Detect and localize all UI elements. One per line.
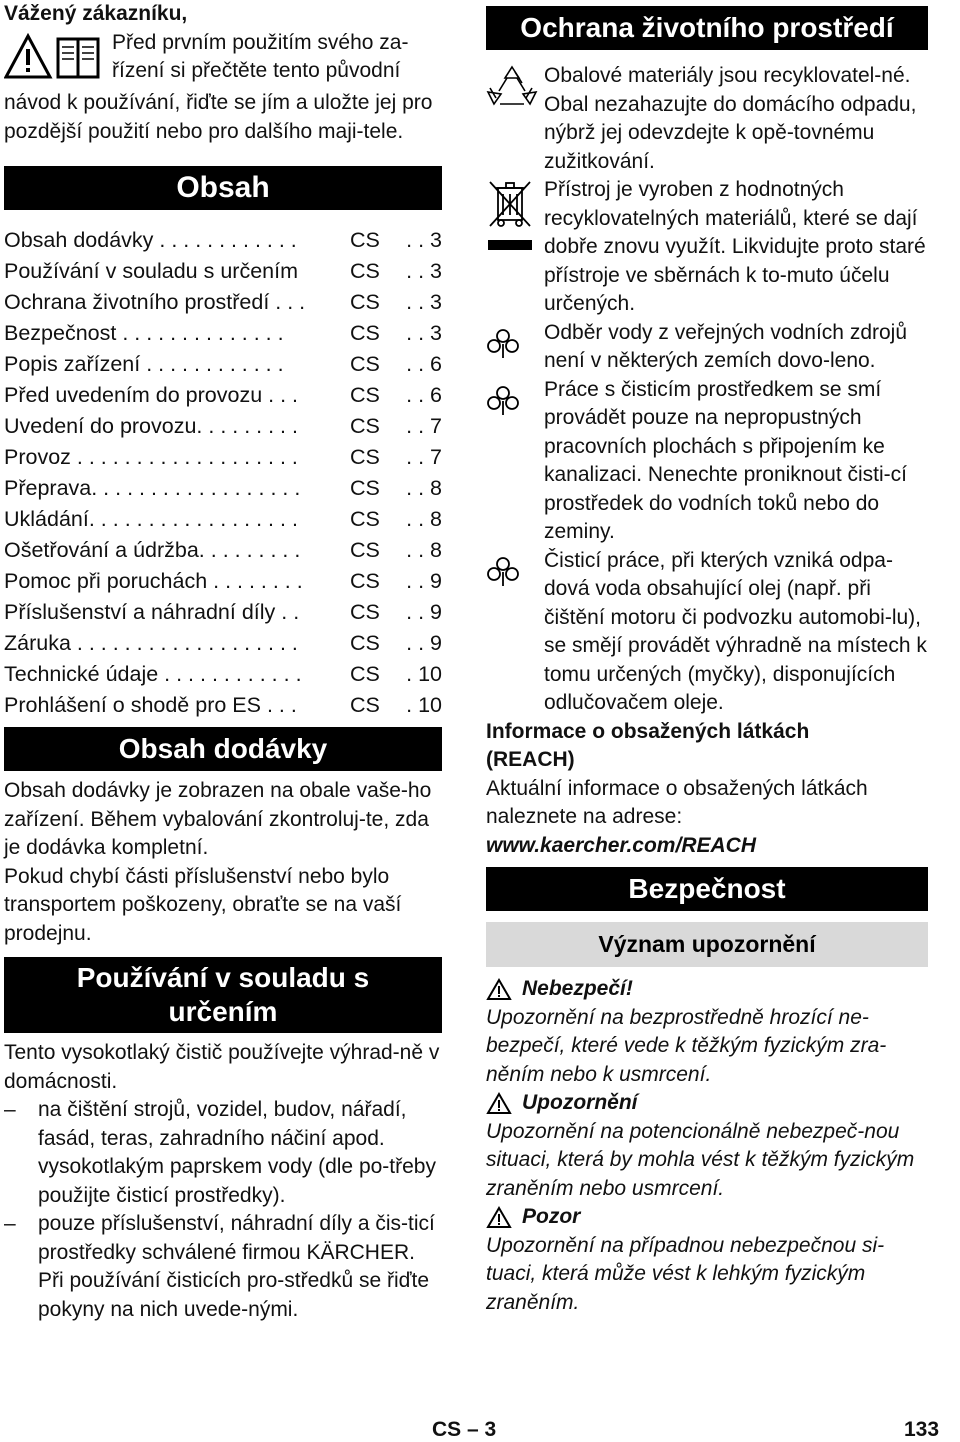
environment-text: Obalové materiály jsou recyklovatel-né. Obal nezahazujte do domácího odpadu, nýbrž jej odevzdejte k opě-tovnému zužitkování.: [544, 64, 917, 173]
toc-language: CS: [350, 383, 380, 407]
toc-row[interactable]: [4, 411, 442, 442]
safety-subheading: Význam upozornění: [486, 922, 928, 967]
warning-text: Upozornění na potencionálně nebezpeč-nou situaci, která by mohla vést k těžkým fyzickým zraněním nebo usmrcení.: [486, 1119, 915, 1200]
toc-title: Uvedení do provozu. . . . . . . . .: [4, 414, 298, 438]
toc-page: . . 6: [406, 352, 442, 376]
toc-language: CS: [350, 600, 380, 624]
toc-page: . . 3: [406, 259, 442, 283]
toc-title: Technické údaje . . . . . . . . . . . .: [4, 662, 302, 686]
warning-triangle-icon: [486, 1206, 512, 1229]
recycle-icon: [486, 62, 544, 176]
left-column: [4, 0, 442, 1324]
intro-block: [4, 29, 442, 90]
toc-language: CS: [350, 321, 380, 345]
toc-title: Popis zařízení . . . . . . . . . . . .: [4, 352, 284, 376]
intro-line-2: řízení si přečtěte tento původní: [112, 59, 401, 82]
water-symbol-icon: [486, 547, 544, 718]
warning-heading: [486, 1203, 928, 1232]
footer-page-number: 133: [904, 1418, 940, 1441]
safety-heading: Bezpečnost: [486, 867, 928, 911]
toc-language: CS: [350, 352, 380, 376]
toc-title: Provoz . . . . . . . . . . . . . . . . . . .: [4, 445, 298, 469]
toc-language: CS: [350, 693, 380, 717]
toc-page: . . 9: [406, 600, 442, 624]
usage-list-item: – na čištění strojů, vozidel, budov, nářadí, fasád, teras, zahradního náčiní apod. vysokotlakým paprskem vody (dle po-třeby použijte čisticí prostředky).: [4, 1098, 436, 1207]
reach-heading: Informace o obsažených látkách (REACH): [486, 719, 810, 771]
intro-line-1: Před prvním použitím svého za-: [112, 30, 409, 54]
warnings-list: [486, 975, 928, 1317]
toc-row[interactable]: [4, 504, 442, 535]
warning-text: Upozornění na případnou nebezpečnou si-tuaci, která může vést k lehkým fyzickým zraněním.: [486, 1233, 885, 1314]
toc-row[interactable]: [4, 318, 442, 349]
read-manual-icon: [4, 33, 104, 81]
delivery-heading: Obsah dodávky: [4, 727, 442, 771]
toc-page: . 10: [406, 662, 442, 686]
usage-list-item: – pouze příslušenství, náhradní díly a čis-ticí prostředky schválené firmou KÄRCHER. Při používání čisticích pro-středků se řiďte pokyny na nich uvede-nými.: [4, 1212, 435, 1321]
toc-row[interactable]: [4, 380, 442, 411]
warning-label: Nebezpečí!: [522, 977, 633, 1000]
greeting: Vážený zákazníku,: [4, 2, 188, 25]
toc-title: Přeprava. . . . . . . . . . . . . . . . . .: [4, 476, 301, 500]
toc-title: Příslušenství a náhradní díly . .: [4, 600, 300, 624]
delivery-paragraph-1: Obsah dodávky je zobrazen na obale vaše-ho zařízení. Během vybalování zkontroluj-te, zda je dodávka kompletní.: [4, 779, 432, 859]
toc-language: CS: [350, 662, 380, 686]
right-column: [486, 0, 928, 1317]
toc-title: Záruka . . . . . . . . . . . . . . . . . . .: [4, 631, 298, 655]
environment-item: [486, 376, 928, 547]
intro-text: návod k používání, řiďte se jím a uložte jej pro pozdější použití nebo pro dalšího maji-tele.: [4, 91, 433, 143]
toc-page: . . 6: [406, 383, 442, 407]
environment-item: [486, 176, 928, 319]
warning-triangle-icon: [486, 1092, 512, 1115]
usage-paragraph: Tento vysokotlaký čistič používejte výhrad-ně v domácnosti.: [4, 1041, 440, 1093]
toc-title: Ukládání. . . . . . . . . . . . . . . . . .: [4, 507, 298, 531]
crossed-bin-icon: [486, 176, 544, 319]
toc-page: . . 3: [406, 321, 442, 345]
toc-title: Používání v souladu s určením: [4, 259, 298, 283]
toc-row[interactable]: [4, 225, 442, 256]
toc-row[interactable]: [4, 287, 442, 318]
toc-language: CS: [350, 538, 380, 562]
toc-row[interactable]: [4, 659, 442, 690]
usage-heading: Používání v souladu s určením: [4, 957, 442, 1033]
toc-title: Bezpečnost . . . . . . . . . . . . . .: [4, 321, 284, 345]
warning-label: Upozornění: [522, 1091, 638, 1114]
toc-language: CS: [350, 631, 380, 655]
toc-language: CS: [350, 476, 380, 500]
toc-title: Ochrana životního prostředí . . .: [4, 290, 306, 314]
toc-title: Ošetřování a údržba. . . . . . . . .: [4, 538, 301, 562]
toc-heading: Obsah: [4, 166, 442, 210]
toc-row[interactable]: [4, 690, 442, 721]
toc-page: . . 9: [406, 631, 442, 655]
toc-title: Prohlášení o shodě pro ES . . .: [4, 693, 297, 717]
toc-page: . . 3: [406, 228, 442, 252]
warning-and-manual-icons: [4, 29, 112, 90]
toc-page: . . 9: [406, 569, 442, 593]
reach-text: Aktuální informace o obsažených látkách naleznete na adrese:: [486, 776, 868, 828]
environment-text: Práce s čisticím prostředkem se smí provádět pouze na nepropustných pracovních plochách s připojením ke kanalizaci. Nenechte proniknout čisti-cí prostředek do vodních toků nebo do zeminy.: [544, 377, 908, 543]
environment-list: [486, 62, 928, 718]
toc-row[interactable]: [4, 473, 442, 504]
toc-language: CS: [350, 445, 380, 469]
environment-item: [486, 547, 928, 718]
toc-language: CS: [350, 569, 380, 593]
toc-language: CS: [350, 507, 380, 531]
toc-row[interactable]: [4, 442, 442, 473]
toc-language: CS: [350, 414, 380, 438]
toc-page: . . 7: [406, 414, 442, 438]
toc-row[interactable]: [4, 535, 442, 566]
toc-language: CS: [350, 228, 380, 252]
toc-language: CS: [350, 259, 380, 283]
footer-section: CS – 3: [432, 1418, 497, 1441]
toc-title: Pomoc při poruchách . . . . . . . .: [4, 569, 303, 593]
warning-text: Upozornění na bezprostředně hrozící ne-bezpečí, které vede k těžkým fyzickým zra-něním nebo k usmrcení.: [486, 1005, 887, 1086]
toc-title: Před uvedením do provozu . . .: [4, 383, 298, 407]
warning-label: Pozor: [522, 1205, 581, 1228]
toc-page: . . 8: [406, 507, 442, 531]
toc-page: . . 7: [406, 445, 442, 469]
toc-title: Obsah dodávky . . . . . . . . . . . .: [4, 228, 297, 252]
warning-heading: [486, 1089, 928, 1118]
toc-page: . . 8: [406, 476, 442, 500]
environment-item: [486, 62, 928, 176]
toc-row[interactable]: [4, 349, 442, 380]
toc-row[interactable]: [4, 566, 442, 597]
toc-page: . . 8: [406, 538, 442, 562]
environment-text: Odběr vody z veřejných vodních zdrojů není v některých zemích dovo-leno.: [544, 320, 908, 372]
toc-page: . . 3: [406, 290, 442, 314]
warning-heading: [486, 975, 928, 1004]
reach-url[interactable]: www.kaercher.com/REACH: [486, 833, 756, 857]
toc-language: CS: [350, 290, 380, 314]
warning-triangle-icon: [486, 978, 512, 1001]
environment-heading: Ochrana životního prostředí: [486, 6, 928, 50]
environment-text: Čisticí práce, při kterých vzniká odpa-dová voda obsahující olej (např. při čištění motoru či podvozku automobi-lu), se smějí provádět výhradně na místech k tomu určených (myčky), disponujících odlučovačem oleje.: [544, 548, 927, 714]
delivery-paragraph-2: Pokud chybí části příslušenství nebo bylo transportem poškozeny, obraťte se na vaší prodejnu.: [4, 864, 402, 945]
toc-page: . 10: [406, 693, 442, 717]
toc-row[interactable]: [4, 256, 442, 287]
toc-row[interactable]: [4, 597, 442, 628]
environment-text: Přístroj je vyroben z hodnotných recyklovatelných materiálů, které se dají dobře znovu využít. Likvidujte proto staré přístroje ve sběrnách k to-muto účelu určených.: [544, 178, 926, 315]
water-symbol-icon: [486, 376, 544, 547]
water-symbol-icon: [486, 319, 544, 376]
toc-row[interactable]: [4, 628, 442, 659]
environment-item: [486, 319, 928, 376]
table-of-contents: [4, 225, 442, 721]
